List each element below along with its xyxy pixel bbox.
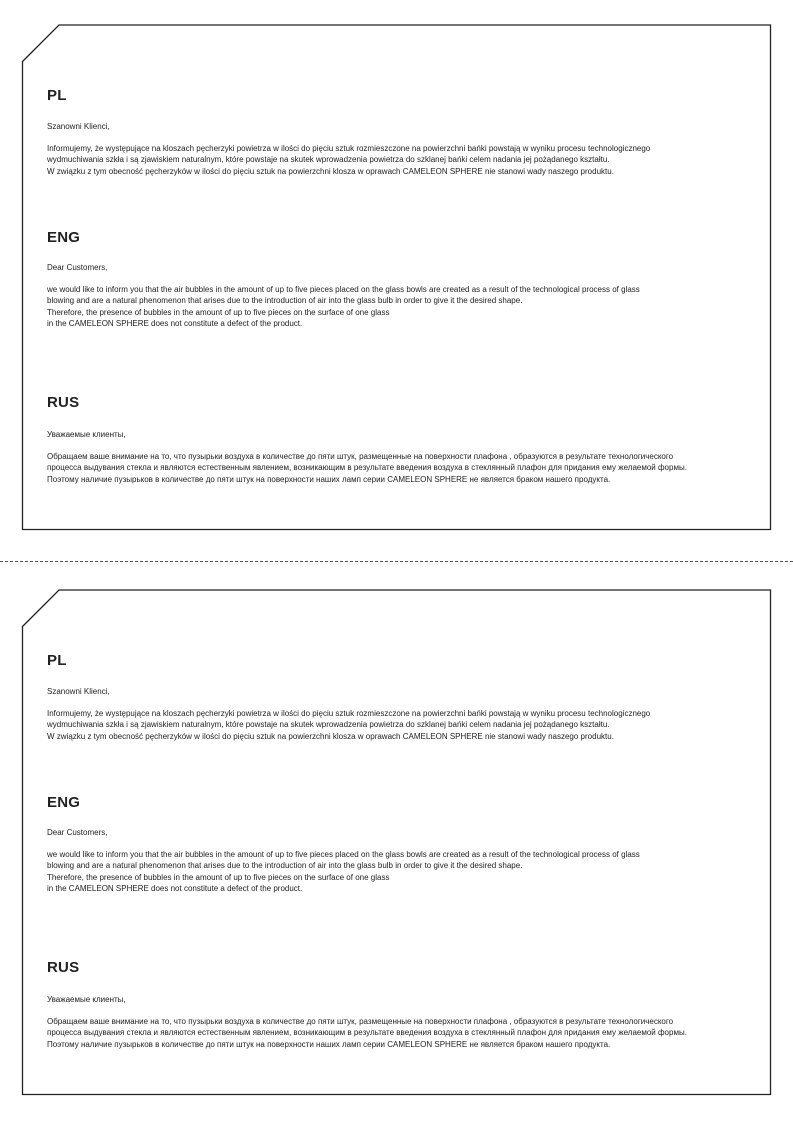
greeting-pl: Szanowni Klienci,: [47, 122, 110, 131]
paragraph-pl: [47, 143, 747, 177]
paragraph-line: Поэтому наличие пузырьков в количестве до пяти штук на поверхности наших ламп серии CAMELEON SPHERE не является браком нашего продукта.: [47, 1039, 611, 1049]
section-heading-eng: ENG: [47, 794, 81, 811]
paragraph-eng: [47, 849, 747, 894]
greeting-rus: Уважаемые клиенты,: [47, 430, 126, 439]
paragraph-line: Informujemy, że występujące na kloszach pęcherzyki powietrza w ilości do pięciu sztuk rozmieszczone na powierzchni bańki powstają w wyniku procesu technologicznego: [47, 144, 651, 153]
paragraph-line: Informujemy, że występujące na kloszach pęcherzyki powietrza w ilości do pięciu sztuk rozmieszczone na powierzchni bańki powstają w wyniku procesu technologicznego: [47, 709, 651, 718]
paragraph-rus: [47, 451, 747, 485]
paragraph-rus: [47, 1016, 747, 1050]
paragraph-line: Therefore, the presence of bubbles in the amount of up to five pieces on the surface of one glass: [47, 872, 390, 882]
cut-line-divider: [0, 561, 793, 562]
notice-card-1: [22, 25, 771, 530]
paragraph-line: blowing and are a natural phenomenon that arises due to the introduction of air into the glass bulb in order to give it the desired shape.: [47, 296, 523, 306]
section-heading-pl: PL: [47, 87, 67, 104]
section-heading-rus: RUS: [47, 394, 80, 411]
section-heading-rus: RUS: [47, 959, 80, 976]
paragraph-line: in the CAMELEON SPHERE does not constitute a defect of the product.: [47, 883, 303, 893]
paragraph-line: we would like to inform you that the air bubbles in the amount of up to five pieces placed on the glass bowls are created as a result of the technological process of glass: [47, 285, 640, 294]
paragraph-line: Therefore, the presence of bubbles in the amount of up to five pieces on the surface of one glass: [47, 307, 390, 317]
notice-card-2: [22, 590, 771, 1095]
paragraph-line: Обращаем ваше внимание на то, что пузырьки воздуха в количестве до пяти штук, размещенные на поверхности плафона , образуются в результате технологического: [47, 1017, 674, 1026]
paragraph-line: we would like to inform you that the air bubbles in the amount of up to five pieces placed on the glass bowls are created as a result of the technological process of glass: [47, 850, 640, 859]
paragraph-line: процесса выдувания стекла и являются естественным явлением, возникающим в результате введения воздуха в стеклянный плафон для придания ему желаемой формы.: [47, 463, 687, 473]
paragraph-pl: [47, 708, 747, 742]
paragraph-line: wydmuchiwania szkła i są zjawiskiem naturalnym, które powstaje na skutek wprowadzenia powietrza do szklanej bańki celem nadania jej pożądanego kształtu.: [47, 155, 610, 165]
paragraph-eng: [47, 284, 747, 329]
paragraph-line: wydmuchiwania szkła i są zjawiskiem naturalnym, które powstaje na skutek wprowadzenia powietrza do szklanej bańki celem nadania jej pożądanego kształtu.: [47, 720, 610, 730]
section-heading-eng: ENG: [47, 229, 81, 246]
greeting-pl: Szanowni Klienci,: [47, 687, 110, 696]
section-heading-pl: PL: [47, 652, 67, 669]
paragraph-line: blowing and are a natural phenomenon that arises due to the introduction of air into the glass bulb in order to give it the desired shape.: [47, 861, 523, 871]
paragraph-line: in the CAMELEON SPHERE does not constitute a defect of the product.: [47, 318, 303, 328]
greeting-rus: Уважаемые клиенты,: [47, 995, 126, 1004]
paragraph-line: W związku z tym obecność pęcherzyków w ilości do pięciu sztuk na powierzchni klosza w oprawach CAMELEON SPHERE nie stanowi wady naszego produktu.: [47, 731, 614, 741]
paragraph-line: Поэтому наличие пузырьков в количестве до пяти штук на поверхности наших ламп серии CAMELEON SPHERE не является браком нашего продукта.: [47, 474, 611, 484]
greeting-eng: Dear Customers,: [47, 828, 108, 837]
paragraph-line: W związku z tym obecność pęcherzyków w ilości do pięciu sztuk na powierzchni klosza w oprawach CAMELEON SPHERE nie stanowi wady naszego produktu.: [47, 166, 614, 176]
paragraph-line: Обращаем ваше внимание на то, что пузырьки воздуха в количестве до пяти штук, размещенные на поверхности плафона , образуются в результате технологического: [47, 452, 674, 461]
greeting-eng: Dear Customers,: [47, 263, 108, 272]
paragraph-line: процесса выдувания стекла и являются естественным явлением, возникающим в результате введения воздуха в стеклянный плафон для придания ему желаемой формы.: [47, 1028, 687, 1038]
